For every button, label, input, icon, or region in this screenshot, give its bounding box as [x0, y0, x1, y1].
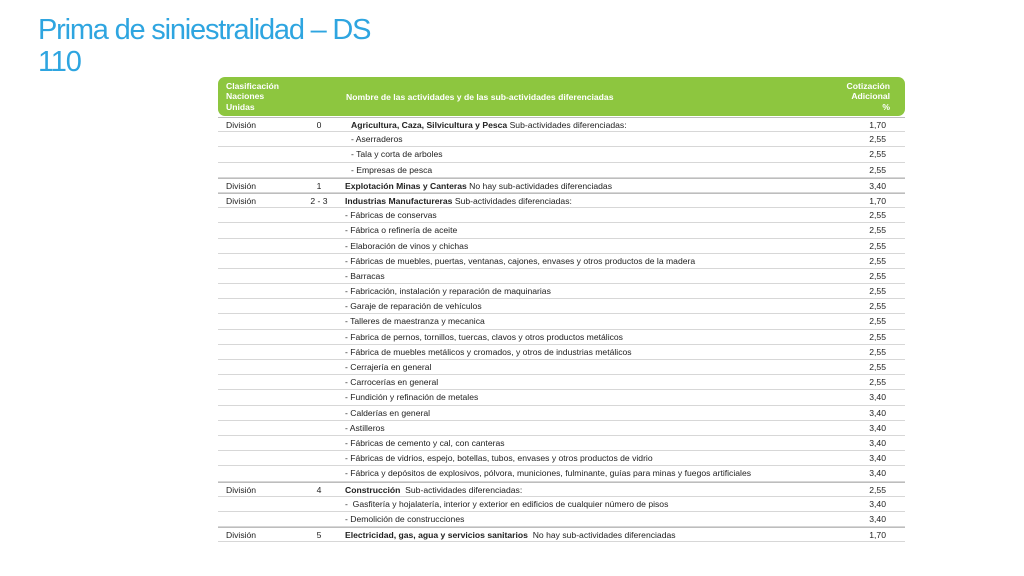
activity-name-text: - Fundición y refinación de metales [345, 392, 479, 403]
header-contribution [847, 81, 890, 112]
contribution-value: 2,55 [869, 164, 886, 175]
activity-name-text: - Fábrica o refinería de aceite [345, 225, 458, 236]
header-classification-line-2: Naciones [226, 91, 265, 102]
activity-name [345, 345, 632, 360]
activity-name [345, 194, 572, 209]
activity-name-text: - Fábricas de conservas [345, 210, 437, 221]
activity-name-text: - Carrocerías en general [345, 377, 439, 388]
contribution-value: 2,55 [869, 301, 886, 312]
activity-name [345, 421, 385, 436]
contribution-value: 1,70 [869, 530, 886, 541]
division-number: 2 - 3 [310, 195, 328, 206]
activity-name-text: - Fábricas de cemento y cal, con canteras [345, 437, 505, 448]
activity-name [345, 254, 695, 269]
page-title [38, 14, 370, 78]
activity-name [345, 406, 430, 421]
division-number: 1 [316, 180, 322, 191]
activity-name [345, 239, 468, 254]
contribution-value: 2,55 [869, 484, 886, 495]
contribution-table [218, 77, 905, 542]
table-row [218, 193, 905, 208]
table-row [218, 208, 905, 223]
division-number: 0 [316, 120, 322, 130]
activity-name-bold: Electricidad, gas, agua y servicios sanitarios [345, 530, 528, 541]
header-contribution-line-1: Cotización [846, 81, 890, 91]
contribution-value: 3,40 [869, 513, 886, 524]
activity-name-bold: Construcción [345, 484, 401, 495]
activity-name-text: - Aserraderos [351, 134, 403, 145]
contribution-value: 2,55 [869, 134, 886, 145]
contribution-value: 1,70 [869, 120, 886, 130]
activity-name [345, 314, 485, 329]
activity-name-bold: Explotación Minas y Canteras [345, 180, 467, 191]
table-row [218, 375, 905, 390]
table-row [218, 132, 905, 147]
contribution-value: 2,55 [869, 346, 886, 357]
table-row [218, 497, 905, 512]
division-label: División [226, 484, 257, 495]
activity-name-text: - Garaje de reparación de vehículos [345, 301, 482, 312]
contribution-value: 2,55 [869, 362, 886, 372]
activity-name-text: No hay sub-actividades diferenciadas [466, 180, 613, 191]
table-row [218, 390, 905, 405]
contribution-value: 1,70 [869, 195, 886, 206]
activity-name [351, 132, 403, 147]
contribution-value: 2,55 [869, 377, 886, 388]
table-body [218, 117, 905, 542]
contribution-value: 3,40 [869, 180, 886, 191]
activity-name-text: - Elaboración de vinos y chichas [345, 240, 469, 251]
activity-name [345, 451, 653, 466]
activity-name [345, 208, 437, 223]
activity-name-text: - Fabricación, instalación y reparación de maquinarias [345, 286, 551, 297]
activity-name [345, 497, 668, 512]
activity-name-text: - Fábrica de muebles metálicos y cromados, y otros de industrias metálicos [345, 346, 632, 357]
activity-name-text: - Talleres de maestranza y mecanica [345, 316, 485, 327]
table-row [218, 421, 905, 436]
activity-name [345, 179, 612, 194]
table-row [218, 117, 905, 132]
activity-name-text: - Fábricas de vidrios, espejo, botellas, tubos, envases y otros productos de vidrio [345, 453, 653, 464]
division-label: División [226, 180, 257, 191]
table-row [218, 178, 905, 193]
activity-name [351, 163, 432, 178]
activity-name-text: Sub-actividades diferenciadas: [452, 195, 572, 206]
header-classification-line-1: Clasificación [226, 81, 280, 91]
contribution-value: 3,40 [869, 392, 886, 403]
activity-name-text: No hay sub-actividades diferenciadas [527, 530, 676, 541]
contribution-value: 2,55 [869, 255, 886, 266]
activity-name [345, 269, 385, 284]
activity-name [345, 528, 676, 543]
table-row [218, 254, 905, 269]
table-row [218, 512, 905, 527]
activity-name [345, 330, 623, 345]
header-classification [226, 81, 316, 112]
activity-name-text: - Barracas [345, 270, 385, 281]
table-row [218, 406, 905, 421]
table-row [218, 345, 905, 360]
contribution-value: 2,55 [869, 270, 886, 281]
activity-name [345, 223, 457, 238]
activity-name [351, 147, 443, 162]
activity-name [345, 512, 464, 527]
contribution-value: 2,55 [869, 240, 886, 251]
header-activity-name: Nombre de las actividades y de las sub-actividades diferenciadas [346, 92, 614, 102]
table-row [218, 147, 905, 162]
contribution-value: 2,55 [869, 149, 886, 160]
activity-name [345, 436, 505, 451]
division-label: División [226, 120, 257, 130]
activity-name-bold: Industrias Manufactureras [345, 195, 453, 206]
table-row [218, 223, 905, 238]
table-row [218, 466, 905, 481]
division-number: 4 [316, 484, 322, 495]
activity-name-text: - Gasfitería y hojalatería, interior y exterior en edificios de cualquier número de pisos [345, 498, 669, 509]
table-row [218, 239, 905, 254]
contribution-value: 2,55 [869, 286, 886, 297]
table-row [218, 436, 905, 451]
contribution-value: 2,55 [869, 316, 886, 327]
activity-name [345, 284, 551, 299]
contribution-value: 3,40 [869, 422, 886, 433]
activity-name-text: - Demolición de construcciones [345, 513, 465, 524]
page-title-line-2: 110 [38, 46, 81, 78]
activity-name [345, 299, 482, 314]
activity-name-text: Sub-actividades diferenciadas: [507, 120, 627, 130]
activity-name-text: - Calderías en general [345, 407, 431, 418]
activity-name-text: - Tala y corta de arboles [351, 149, 443, 160]
table-header [218, 77, 905, 116]
table-row [218, 299, 905, 314]
table-row [218, 527, 905, 542]
table-row [218, 163, 905, 178]
division-label: División [226, 195, 257, 206]
page-title-line-1: Prima de siniestralidad – DS [38, 14, 371, 46]
activity-name-bold: Agricultura, Caza, Silvicultura y Pesca [351, 120, 508, 130]
activity-name-text: - Fábricas de muebles, puertas, ventanas, cajones, envases y otros productos de la madera [345, 255, 696, 266]
activity-name [345, 390, 478, 405]
contribution-value: 3,40 [869, 407, 886, 418]
table-row [218, 330, 905, 345]
contribution-value: 2,55 [869, 331, 886, 342]
header-classification-line-3: Unidas [226, 101, 255, 112]
activity-name-text: Sub-actividades diferenciadas: [400, 484, 523, 495]
contribution-value: 3,40 [869, 498, 886, 509]
activity-name [345, 360, 431, 375]
header-contribution-line-2: Adicional [851, 91, 890, 102]
activity-name-text: - Empresas de pesca [351, 164, 433, 175]
activity-name [345, 466, 751, 481]
table-row [218, 269, 905, 284]
activity-name-text: - Fábrica y depósitos de explosivos, pólvora, municiones, fulminante, guías para minas y fuegos artificiales [345, 468, 752, 479]
activity-name [345, 375, 438, 390]
activity-name-text: - Fabrica de pernos, tornillos, tuercas, clavos y otros productos metálicos [345, 331, 623, 342]
activity-name-text: - Astilleros [345, 422, 385, 433]
table-row [218, 360, 905, 375]
division-label: División [226, 530, 257, 541]
activity-name-text: - Cerrajería en general [345, 362, 432, 372]
division-number: 5 [316, 530, 322, 541]
contribution-value: 3,40 [869, 453, 886, 464]
table-row [218, 314, 905, 329]
table-row [218, 284, 905, 299]
contribution-value: 2,55 [869, 210, 886, 221]
activity-name [345, 483, 522, 498]
header-contribution-line-3: % [882, 101, 890, 112]
contribution-value: 3,40 [869, 437, 886, 448]
table-row [218, 482, 905, 497]
activity-name [351, 118, 627, 133]
contribution-value: 2,55 [869, 225, 886, 236]
table-row [218, 451, 905, 466]
contribution-value: 3,40 [869, 468, 886, 479]
